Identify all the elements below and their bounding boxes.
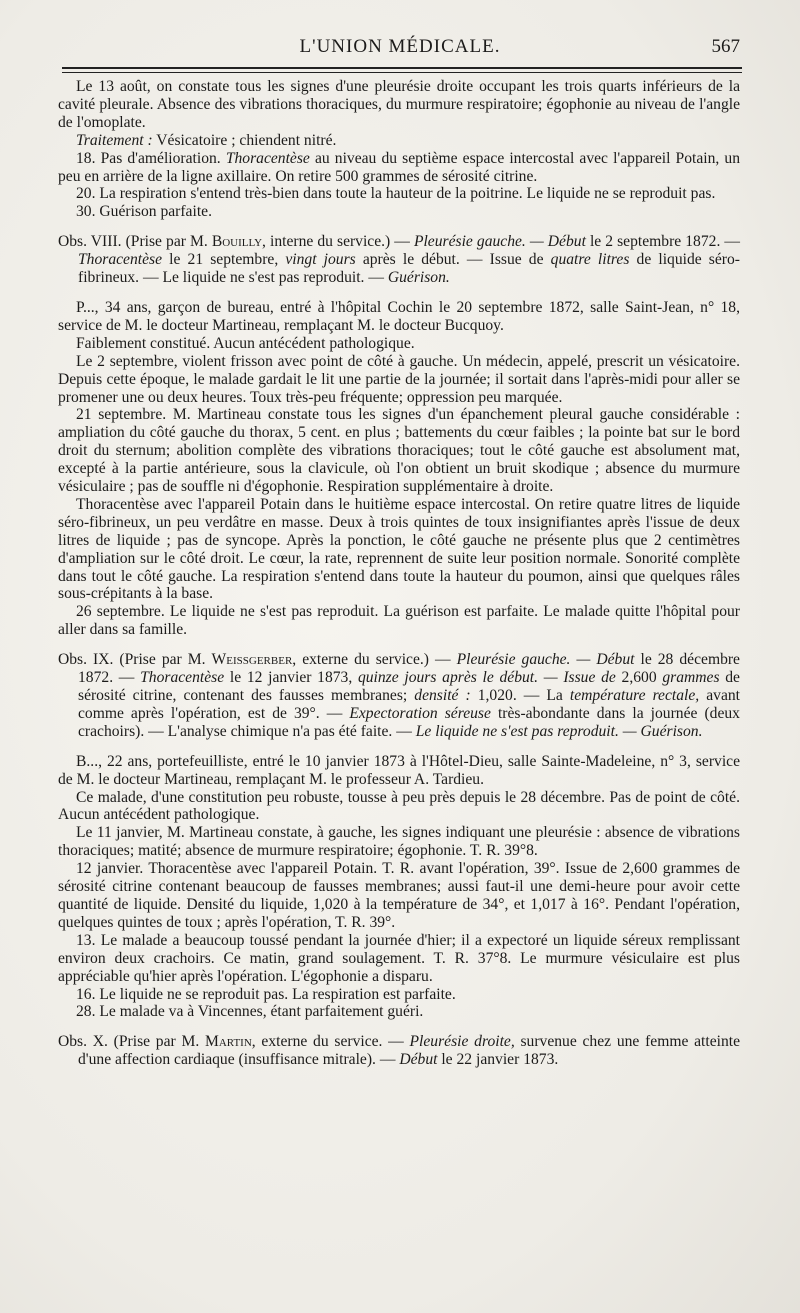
paragraph: 21 septembre. M. Martineau constate tous les signes d'un épanchement pleural gauche considérable : ampliation du côté gauche du thorax, 5 cent. en plus ; battements du cœur faibles ; la pointe bat sur le bord droit du sternum; abolition complète des vibrations thoraciques; tout le côté gauche est absolument mat, excepté à la partie antérieure, sous la clavicule, où l'on obtient un bruit skodique ; absence du murmure vésiculaire ; pas de souffle ni d'égophonie. Respiration supplémentaire à droite.	[58, 406, 740, 496]
paragraph: Le 13 août, on constate tous les signes d'une pleurésie droite occupant les trois quarts inférieurs de la cavité pleurale. Absence des vibrations thoraciques, du murmure respiratoire; égophonie au niveau de l'angle de l'omoplate.	[58, 78, 740, 131]
paragraph: Traitement : Vésicatoire ; chiendent nitré.	[76, 131, 337, 149]
paragraph: Thoracentèse avec l'appareil Potain dans le huitième espace intercostal. On retire quatre litres de liquide séro-fibrineux, un peu verdâtre en masse. Deux à trois quintes de toux insignifiantes après l'issue de deux litres de liquide ; pas de syncope. Après la ponction, le côté gauche ne présente plus que 2 centimètres d'ampliation sur le côté droit. Le cœur, la rate, reprennent de suite leur position normale. Sonorité complète dans tout le côté gauche. La respiration s'entend dans toute la hauteur du poumon, ainsi que quelques râles sous-crépitants à la base.	[58, 495, 740, 603]
paragraph: 16. Le liquide ne se reproduit pas. La respiration est parfaite.	[76, 985, 456, 1003]
author-name: Martin	[204, 1033, 252, 1051]
header-rule	[62, 67, 742, 69]
paragraph: 13. Le malade a beaucoup toussé pendant la journée d'hier; il a expectoré un liquide séreux remplissant environ deux crachoirs. Ce matin, grand soulagement. T. R. 37°8. Le murmure vésiculaire est plus appréciable qu'hier après l'opération. L'égophonie a disparu.	[58, 931, 740, 985]
paragraph: Le 11 janvier, M. Martineau constate, à gauche, les signes indiquant une pleurésie : absence de vibrations thoraciques; matité; absence de murmure respiratoire; égophonie. T. R. 39°8.	[58, 824, 740, 860]
paragraph: Le 2 septembre, violent frisson avec point de côté à gauche. Un médecin, appelé, prescrit un vésicatoire. Depuis cette époque, le malade gardait le lit une partie de la journée; il sortait dans l'après-midi pour aller se promener une ou deux heures. Toux très-peu fréquente; oppression peu marquée.	[58, 352, 740, 406]
paragraph: 18. Pas d'amélioration. Thoracentèse au niveau du septième espace intercostal avec l'appareil Potain, un peu en arrière de la ligne axillaire. On retire 500 grammes de sérosité citrine.	[58, 149, 741, 185]
paragraph: Ce malade, d'une constitution peu robuste, tousse à peu près depuis le 28 décembre. Pas de point de côté. Aucun antécédent pathologique.	[58, 788, 740, 824]
page-body	[58, 78, 740, 1069]
observation-heading: Obs. IX. (Prise par M. Weissgerber, externe du service.) — Pleurésie gauche. — Début le 28 décembre 1872. — Thoracentèse le 12 janvier 1873, quinze jours après le début. — Issue de 2,600 grammes de sérosité citrine, contenant des fausses membranes; densité : 1,020. — La température rectale, avant comme après l'opération, est de 39°. — Expectoration séreuse très-abondante dans la journée (deux crachoirs). — L'analyse chimique n'a pas été faite. — Le liquide ne s'est pas reproduit. — Guérison.	[58, 651, 740, 740]
author-name: Weissgerber	[211, 651, 293, 669]
header-rule-thin	[62, 72, 742, 73]
observation-heading: Obs. VIII. (Prise par M. Bouilly, interne du service.) — Pleurésie gauche. — Début le 2 septembre 1872. — Thoracentèse le 21 septembre, vingt jours après le début. — Issue de quatre litres de liquide séro-fibrineux. — Le liquide ne s'est pas reproduit. — Guérison.	[58, 233, 740, 287]
paragraph: 12 janvier. Thoracentèse avec l'appareil Potain. T. R. avant l'opération, 39°. Issue de 2,600 grammes de sérosité citrine contenant beaucoup de fausses membranes; aussi faut-il une demi-heure pour avoir cette quantité de liquide. Densité du liquide, 1,020 à la température de 34°, et 1,017 à 16°. Pendant l'opération, quelques quintes de toux ; après l'opération, T. R. 39°.	[58, 860, 740, 931]
paragraph: 30. Guérison parfaite.	[76, 203, 212, 221]
running-header	[60, 36, 740, 62]
paragraph: 28. Le malade va à Vincennes, étant parfaitement guéri.	[76, 1003, 424, 1021]
page-number: 567	[711, 36, 740, 57]
paragraph: Faiblement constitué. Aucun antécédent pathologique.	[76, 334, 415, 352]
paragraph: P..., 34 ans, garçon de bureau, entré à l'hôpital Cochin le 20 septembre 1872, salle Saint-Jean, n° 18, service de M. le docteur Martineau, remplaçant M. le docteur Bucquoy.	[58, 298, 740, 334]
paragraph: 26 septembre. Le liquide ne s'est pas reproduit. La guérison est parfaite. Le malade quitte l'hôpital pour aller dans sa famille.	[58, 603, 740, 639]
journal-title: L'UNION MÉDICALE.	[299, 36, 501, 57]
paragraph: 20. La respiration s'entend très-bien dans toute la hauteur de la poitrine. Le liquide ne se reproduit pas.	[76, 185, 716, 203]
paragraph: B..., 22 ans, portefeuilliste, entré le 10 janvier 1873 à l'Hôtel-Dieu, salle Sainte-Madeleine, n° 3, service de M. le docteur Martineau, remplaçant M. le professeur A. Tardieu.	[58, 752, 740, 788]
author-name: Bouilly	[211, 233, 263, 251]
traitement-label: Traitement :	[76, 131, 153, 149]
observation-heading: Obs. X. (Prise par M. Martin, externe du service. — Pleurésie droite, survenue chez une femme atteinte d'une affection cardiaque (insuffisance mitrale). — Début le 22 janvier 1873.	[58, 1033, 741, 1069]
